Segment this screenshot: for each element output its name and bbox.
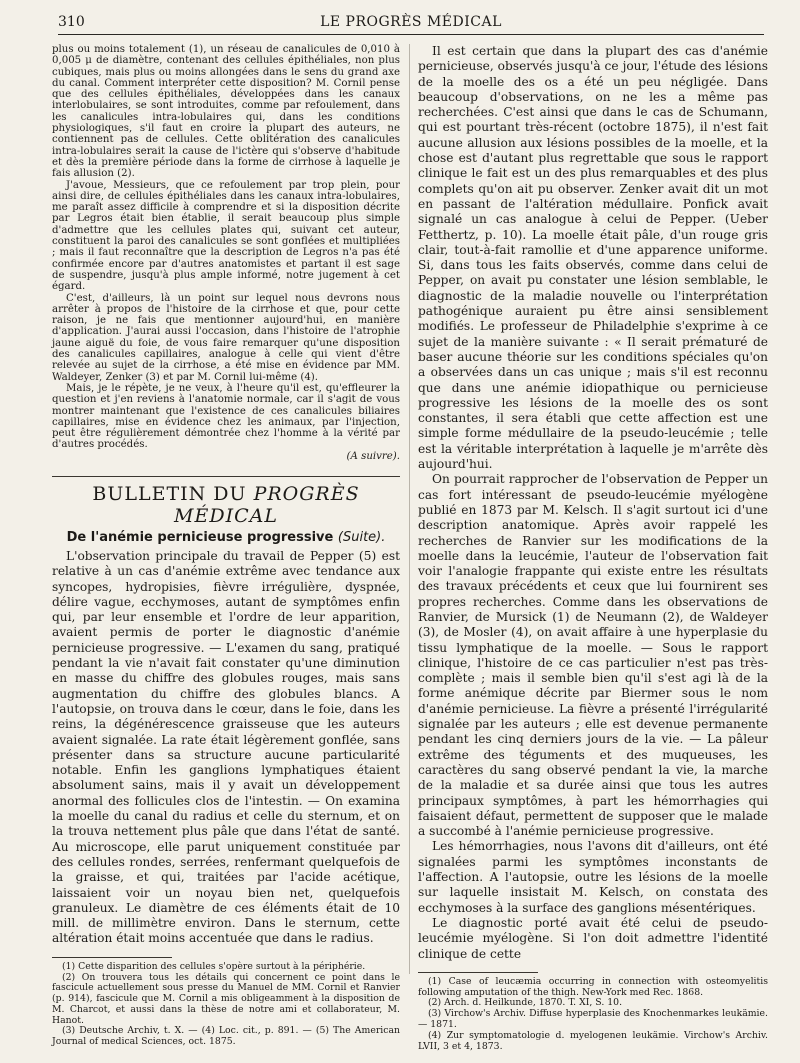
article-title bbox=[52, 530, 400, 545]
right-column bbox=[418, 44, 768, 1052]
article-title-suite: (Suite). bbox=[337, 529, 386, 545]
article-paragraph: Le diagnostic porté avait été celui de pseudo-leucémie myélogène. Si l'on doit admettre l'identité clinique de cette bbox=[418, 915, 768, 961]
article-paragraph: Il est certain que dans la plupart des cas d'anémie pernicieuse, observés jusqu'à ce jour, l'étude des lésions de la moelle des os a été un peu négligée. Dans beaucoup d'observations, on ne les a même pas recherchées. C'est ainsi que dans le cas de Schumann, qui est pourtant très-récent (octobre 1875), il n'est fait aucune allusion aux lésions possibles de la moelle, et la chose est d'autant plus regrettable que sous le rapport clinique le fait est un des plus remarquables et des plus complets qu'on ait pu observer. Zenker avait dit un mot en passant de l'altération médullaire. Ponfick avait signalé un cas analogue à celui de Pepper. (Ueber Fetthertz, p. 10). La moelle était pâle, d'un rouge gris clair, tout-à-fait ramollie et d'une apparence uniforme. Si, dans tous les faits observés, comme dans celui de Pepper, on avait pu constater une lésion semblable, le diagnostic de la maladie nouvelle ou l'interprétation pathogénique auraient pu être ainsi sensiblement modifiés. Le professeur de Philadelphie s'exprime à ce sujet de la manière suivante : « Il serait prématuré de baser aucune théorie sur les conditions spéciales qu'on a observées dans un cas unique ; mais s'il est reconnu que dans une anémie idiopathique ou pernicieuse progressive les lésions de la moelle des os sont constantes, il sera établi que cette affection est une simple forme médullaire de la pseudo-leucémie ; telle est la véritable interprétation à laquelle je m'arrête dès aujourd'hui. bbox=[418, 44, 768, 472]
paragraph: plus ou moins totalement (1), un réseau de canalicules de 0,010 à 0,005 μ de diamètre, contenant des cellules épithéliales, non plus cubiques, mais plus ou moins allongées dans le sens du grand axe du canal. Comment interpréter cette disposition? M. Cornil pense que des cellules épithéliales, développées dans les canaux interlobulaires, se sont introduites, comme par refoulement, dans les canalicules intra-lobulaires qui, dans les conditions physiologiques, s'il faut en croire la plupart des auteurs, ne contiennent pas de cellules. Cette oblitération des canalicules intra-lobulaires serait la cause de l'ictère qui s'observe d'habitude et dès la première période dans la forme de cirrhose à laquelle je fais allusion (2). bbox=[52, 44, 400, 180]
article-paragraph: Les hémorrhagies, nous l'avons dit d'ailleurs, ont été signalées parmi les symptômes inconstants de l'affection. A l'autopsie, outre les lésions de la moelle sur laquelle insistait M. Kelsch, on constata des ecchymoses à la surface des ganglions mésentériques. bbox=[418, 839, 768, 915]
left-column bbox=[52, 44, 400, 1048]
footnote: (4) Zur symptomatologie d. myelogenen leukämie. Virchow's Archiv. LVII, 3 et 4, 1873. bbox=[418, 1029, 768, 1052]
paragraph: C'est, d'ailleurs, là un point sur lequel nous devrons nous arrêter à propos de l'histoire de la cirrhose et que, pour cette raison, je ne fais que mentionner aujourd'hui, en manière d'application. J'aurai aussi l'occasion, dans l'histoire de l'atrophie jaune aiguë du foie, de vous faire remarquer qu'une disposition des canalicules capillaires, analogue à celle qui vient d'être relevée au sujet de la cirrhose, a été mise en évidence par MM. Waldeyer, Zenker (3) et par M. Cornil lui-même (4). bbox=[52, 292, 400, 383]
bulletin-heading-text: BULLETIN DU bbox=[92, 482, 247, 505]
footnote: (3) Deutsche Archiv, t. X. — (4) Loc. cit., p. 891. — (5) The American Journal of medical Sciences, oct. 1875. bbox=[52, 1025, 400, 1048]
journal-title: LE PROGRÈS MÉDICAL bbox=[320, 14, 502, 30]
article-paragraph: L'observation principale du travail de Pepper (5) est relative à un cas d'anémie extrême avec tendance aux syncopes, hydropisies, fièvre irrégulière, dyspnée, délire vague, ecchymoses, autant de symptômes enfin qui, par leur ensemble et l'ordre de leur apparition, avaient permis de porter le diagnostic d'anémie pernicieuse progressive. — L'examen du sang, pratiqué pendant la vie n'avait fait constater qu'une diminution en masse du chiffre des globules rouges, mais sans augmentation du chiffre des globules blancs. A l'autopsie, on trouva dans le cœur, dans le foie, dans les reins, la dégénérescence graisseuse que les auteurs avaient signalée. La rate était légèrement gonflée, sans présenter dans sa structure aucune particularité notable. Enfin les ganglions lymphatiques étaient absolument sains, mais il y avait un développement anormal des follicules clos de l'intestin. — On examina la moelle du canal du radius et celle du sternum, et on la trouva nettement plus pâle que dans l'état de santé. Au microscope, elle parut uniquement constituée par des cellules rondes, serrées, renfermant quelquefois de la graisse, et qui, traitées par l'acide acétique, laissaient voir un noyau bien net, quelquefois granuleux. Le diamètre de ces éléments était de 10 mill. de millimètre environ. Dans le sternum, cette altération était moins accentuée que dans le radius. bbox=[52, 548, 400, 946]
footnote: (3) Virchow's Archiv. Diffuse hyperplasie des Knochenmarkes leukämie. — 1871. bbox=[418, 1008, 768, 1030]
paragraph: Mais, je le répète, je ne veux, à l'heure qu'il est, qu'effleurer la question et j'en reviens à l'anatomie normale, car il s'agit de vous montrer maintenant que l'existence de ces canalicules biliaires capillaires, mise en évidence chez les animaux, par l'injection, peut être régulièrement démontrée chez l'homme à la vérité par d'autres procédés. bbox=[52, 382, 400, 451]
column-divider bbox=[409, 44, 410, 974]
to-be-continued: (A suivre). bbox=[346, 450, 400, 462]
footnote: (2) Arch. d. Heilkunde, 1870. T. XI, S. 10. bbox=[428, 997, 623, 1009]
bulletin-heading bbox=[52, 476, 400, 527]
article-title-text: De l'anémie pernicieuse progressive bbox=[66, 529, 334, 545]
article-paragraph: On pourrait rapprocher de l'observation de Pepper un cas fort intéressant de pseudo-leucémie myélogène publié en 1873 par M. Kelsch. Il s'agit surtout ici d'une description anatomique. Après avoir rappelé les recherches de Ranvier sur les modifications de la moelle dans la leucémie, l'auteur de l'observation fait voir l'analogie frappante qui existe entre les résultats des travaux précédents et ceux que lui fournirent ses propres recherches. Comme dans les observations de Ranvier, de Mursick (1) de Neumann (2), de Waldeyer (3), de Mosler (4), on avait affaire à une hyperplasie du tissu lymphatique de la moelle. — Sous le rapport clinique, l'histoire de ce cas particulier n'est pas très-complète ; mais il semble bien qu'il s'est agi là de la forme anémique décrite par Biermer sous le nom d'anémie pernicieuse. La fièvre a présenté l'irrégularité signalée par les auteurs ; elle est devenue permanente pendant les cinq derniers jours de la vie. — La pâleur extrême des téguments et des muqueuses, les caractères du sang observé pendant la vie, la marche de la maladie et sa durée ainsi que tous les autres principaux symptômes, à part les hémorrhagies qui faisaient défaut, permettent de supposer que le malade a succombé à l'anémie pernicieuse progressive. bbox=[418, 472, 768, 839]
page-header bbox=[58, 12, 764, 35]
footnote-rule bbox=[418, 972, 538, 973]
footnote: (1) Case of leucæmia occurring in connection with osteomyelitis following amputation of the thigh. New-York med Rec. 1868. bbox=[418, 975, 768, 998]
bulletin-heading-journal: PROGRÈS MÉDICAL bbox=[174, 482, 360, 527]
page-number: 310 bbox=[58, 14, 85, 30]
footnote: (1) Cette disparition des cellules s'opère surtout à la périphérie. bbox=[62, 960, 366, 972]
footnote: (2) On trouvera tous les détails qui concernent ce point dans le fascicule actuellement sous presse du Manuel de MM. Cornil et Ranvier (p. 914), fascicule que M. Cornil a mis obligeamment à la disposition de M. Charcot, et aussi dans la thèse de notre ami et collaborateur, M. Hanot. bbox=[52, 971, 400, 1026]
paragraph: J'avoue, Messieurs, que ce refoulement par trop plein, pour ainsi dire, de cellules épithéliales dans les canaux intra-lobulaires, me paraît assez difficile à comprendre et si la disposition décrite par Legros était bien établie, il serait beaucoup plus simple d'admettre que les cellules plates qui, suivant cet auteur, constituent la paroi des canalicules se sont gonflées et multipliées ; mais il faut reconnaître que la description de Legros n'a pas été confirmée encore par d'autres anatomistes et partant il est sage de suspendre, jusqu'à plus ample informé, notre jugement à cet égard. bbox=[52, 179, 400, 293]
footnote-rule bbox=[52, 957, 172, 958]
